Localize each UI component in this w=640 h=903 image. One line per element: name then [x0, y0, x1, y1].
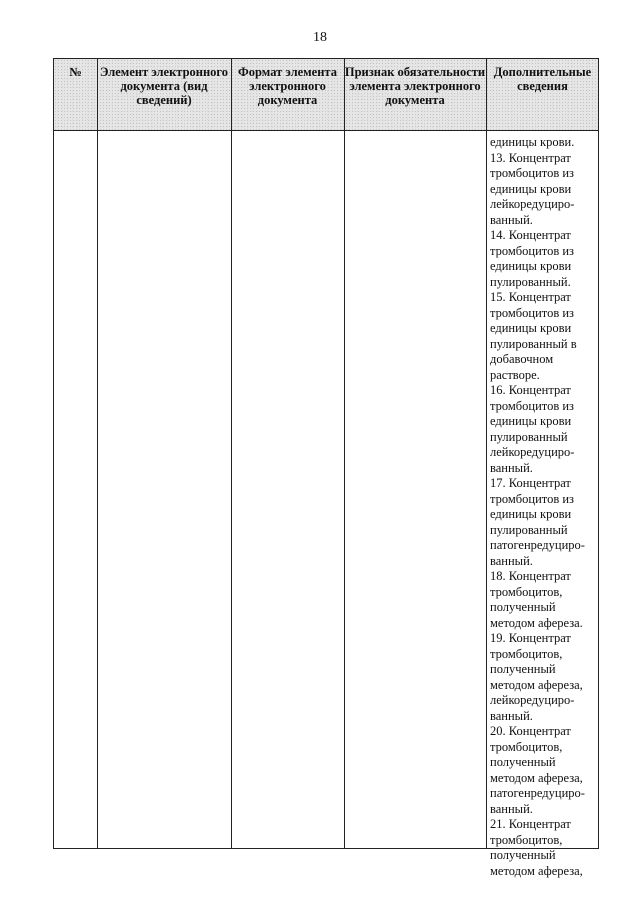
info-line: 21. Концентрат	[490, 817, 571, 831]
info-line: ванный.	[490, 460, 533, 475]
info-line: методом афереза.	[490, 615, 583, 630]
cell-element	[98, 131, 231, 848]
info-line: единицы крови	[490, 321, 572, 335]
info-line: 15. Концентрат	[490, 290, 571, 304]
header-format: Формат элемента электронного документа	[238, 65, 337, 107]
cell-format	[232, 131, 344, 848]
info-line: единицы крови	[490, 259, 572, 273]
info-line: 19. Концентрат	[490, 631, 571, 645]
info-line: ванный.	[490, 212, 533, 227]
info-line: полученный	[490, 662, 556, 676]
info-line: единицы крови	[490, 414, 572, 428]
info-line: пулированный.	[490, 274, 571, 289]
info-line: 13. Концентрат	[490, 150, 571, 165]
info-line: методом афереза,	[490, 863, 583, 878]
info-line: методом афереза,	[490, 677, 583, 692]
info-line: добавочном	[490, 352, 554, 366]
data-table	[53, 58, 599, 878]
info-line: ванный.	[490, 553, 533, 568]
info-line: пулированный	[490, 429, 568, 444]
header-required: Признак обязательности элемента электронного документа	[344, 65, 486, 107]
info-line: тромбоцитов из	[490, 166, 574, 180]
info-line: патогенредуциро-	[490, 538, 585, 552]
header-additional: Дополнительные сведения	[493, 65, 592, 93]
info-line: тромбоцитов из	[490, 491, 574, 506]
info-line: тромбоцитов,	[490, 832, 563, 847]
info-line: полученный	[490, 848, 556, 862]
info-line: единицы крови	[490, 181, 572, 196]
info-line: единицы крови	[490, 507, 572, 521]
info-line: 16. Концентрат	[490, 383, 571, 397]
info-line: 18. Концентрат	[490, 569, 571, 583]
info-line: 20. Концентрат	[490, 724, 571, 738]
cell-number	[54, 131, 97, 848]
page-number: 18	[313, 30, 327, 45]
info-line: ванный.	[490, 801, 533, 816]
info-line: лейкоредуциро-	[490, 197, 575, 211]
info-line: единицы крови.	[490, 135, 575, 149]
cell-additional-info	[487, 131, 599, 878]
table-header-row	[54, 59, 598, 131]
info-line: методом афереза,	[490, 770, 583, 785]
info-line: пулированный	[490, 522, 568, 537]
info-line: 17. Концентрат	[490, 476, 571, 490]
info-line: растворе.	[490, 367, 540, 382]
info-line: тромбоцитов,	[490, 739, 563, 754]
info-line: тромбоцитов из	[490, 305, 574, 320]
info-line: патогенредуциро-	[490, 786, 585, 800]
header-element: Элемент электронного документа (вид сведений)	[99, 65, 229, 107]
info-line: лейкоредуциро-	[490, 693, 575, 707]
info-line: лейкоредуциро-	[490, 445, 575, 459]
header-number: №	[69, 65, 82, 79]
info-line: тромбоцитов,	[490, 584, 563, 599]
info-line: ванный.	[490, 708, 533, 723]
info-line: пулированный в	[490, 336, 577, 351]
cell-required	[345, 131, 486, 848]
info-line: полученный	[490, 755, 556, 769]
info-line: тромбоцитов из	[490, 243, 574, 258]
info-line: полученный	[490, 600, 556, 614]
info-line: тромбоцитов,	[490, 646, 563, 661]
info-line: 14. Концентрат	[490, 228, 571, 242]
info-line: тромбоцитов из	[490, 398, 574, 413]
